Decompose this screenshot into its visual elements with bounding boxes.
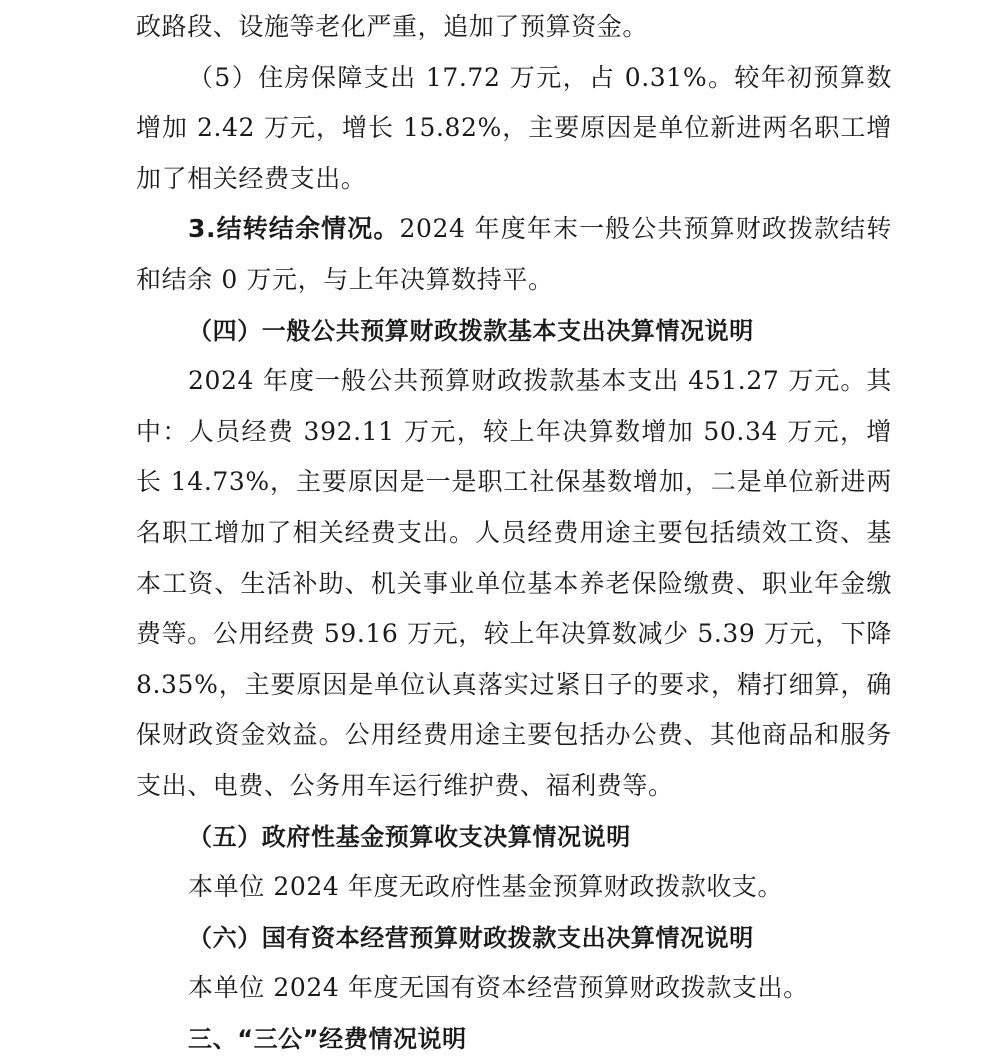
heading-basic-expenditure: （四）一般公共预算财政拨款基本支出决算情况说明 xyxy=(188,316,754,345)
paragraph-carryover xyxy=(136,204,892,305)
heading-state-capital: （六）国有资本经营预算财政拨款支出决算情况说明 xyxy=(188,923,754,952)
carryover-body: 2024 年度年末一般公共预算财政拨款结转和结余 0 万元，与上年决算数持平。 xyxy=(136,214,893,294)
heading-government-fund: （五）政府性基金预算收支决算情况说明 xyxy=(188,822,631,851)
paragraph-basic-expenditure: 2024 年度一般公共预算财政拨款基本支出 451.27 万元。其中：人员经费 392.11 万元，较上年决算数增加 50.34 万元，增长 14.73%，主要原因是一是职工社保基数增加，二是单位新进两名职工增加了相关经费支出。人员经费用途主要包括绩效工资、基本工资、生活补助、机关事业单位基本养老保险缴费、职业年金缴费等。公用经费 59.16 万元，较上年决算数减少 5.39 万元，下降 8.35%，主要原因是单位认真落实过紧日子的要求，精打细算，确保财政资金效益。公用经费用途主要包括办公费、其他商品和服务支出、电费、公务用车运行维护费、福利费等。 xyxy=(136,366,892,800)
heading-three-public-expenses: 三、“三公”经费情况说明 xyxy=(188,1024,467,1053)
document-page xyxy=(136,2,892,1064)
paragraph-housing-expense: （5）住房保障支出 17.72 万元，占 0.31%。较年初预算数增加 2.42 万元，增长 15.82%，主要原因是单位新进两名职工增加了相关经费支出。 xyxy=(136,62,892,193)
paragraph-government-fund: 本单位 2024 年度无政府性基金预算财政拨款收支。 xyxy=(188,872,784,902)
carryover-lead: 3.结转结余情况。 xyxy=(188,214,400,244)
paragraph-state-capital: 本单位 2024 年度无国有资本经营预算财政拨款支出。 xyxy=(188,973,809,1003)
paragraph-continued: 政路段、设施等老化严重，追加了预算资金。 xyxy=(136,12,649,41)
